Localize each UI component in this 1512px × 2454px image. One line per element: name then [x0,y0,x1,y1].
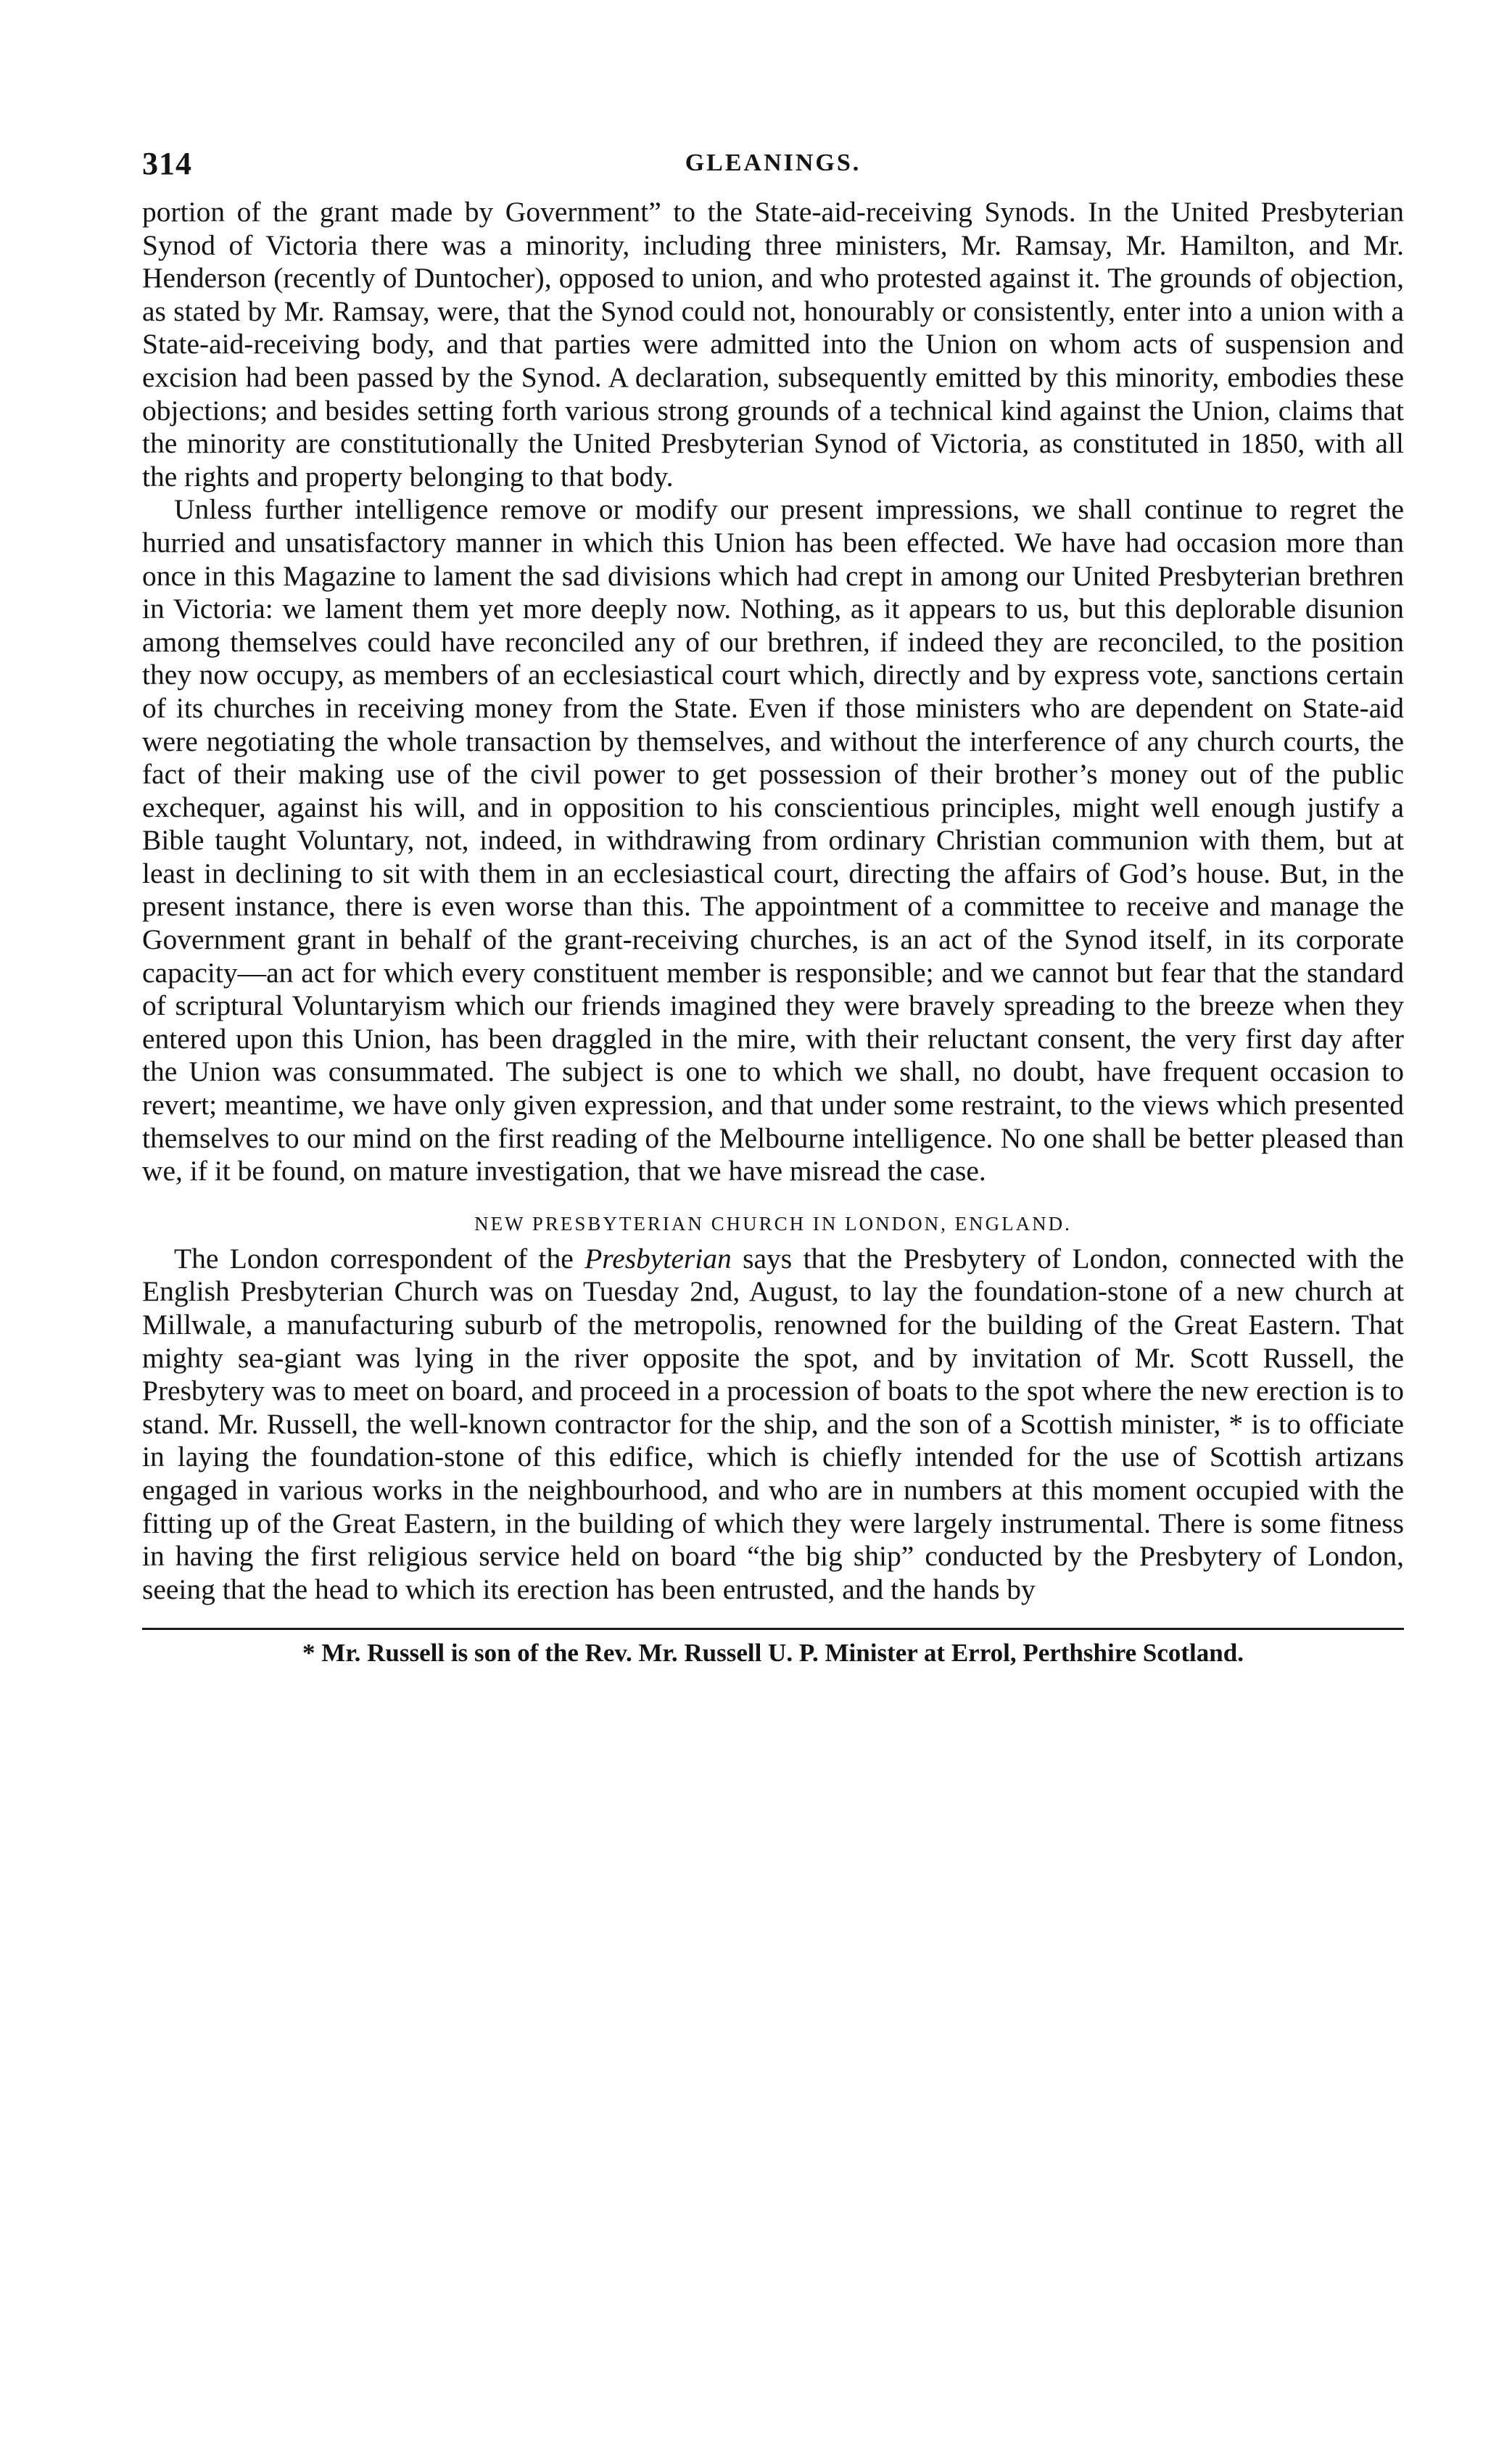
article-body [142,196,1404,1606]
paragraph-london-church-rest: says that the Presbytery of London, connected with the English Presbyterian Church was on Tuesday 2nd, August, to lay the foundation-stone of a new church at Millwale, a manufacturing suburb of the metropolis, renowned for the building of the Great Eastern. That mighty sea-giant was lying in the river opposite the spot, and by invitation of Mr. Scott Russell, the Presbytery was to meet on board, and proceed in a procession of boats to the spot where the new erection is to stand. Mr. Russell, the well-known contractor for the ship, and the son of a Scottish minister, * is to officiate in laying the foundation-stone of this edifice, which is chiefly intended for the use of Scottish artizans engaged in various works in the neighbourhood, and who are in numbers at this moment occupied with the fitting up of the Great Eastern, in the building of which they were largely instrumental. There is some fitness in having the first religious service held on board “the big ship” conducted by the Presbytery of London, seeing that the head to which its erection has been entrusted, and the hands by [142,1242,1404,1605]
paragraph-london-church-start: The London correspondent of the [174,1242,585,1275]
running-title: GLEANINGS. [685,149,862,176]
footnote: * Mr. Russell is son of the Rev. Mr. Russell U. P. Minister at Errol, Perthshire Scotland. [302,1639,1244,1668]
paragraph-continuation: portion of the grant made by Government” to the State-aid-receiving Synods. In the United Presbyterian Synod of Victoria there was a minority, including three ministers, Mr. Ramsay, Mr. Hamilton, and Mr. Henderson (recently of Duntocher), opposed to union, and who protested against it. The grounds of objection, as stated by Mr. Ramsay, were, that the Synod could not, honourably or consistently, enter into a union with a State-aid-receiving body, and that parties were admitted into the Union on whom acts of suspension and excision had been passed by the Synod. A declaration, subsequently emitted by this minority, embodies these objections; and besides setting forth various strong grounds of a technical kind against the Union, claims that the minority are constitutionally the United Presbyterian Synod of Victoria, as constituted in 1850, with all the rights and property belonging to that body. [142,196,1404,493]
paragraph-london-church [142,1243,1404,1607]
section-heading: NEW PRESBYTERIAN CHURCH IN LONDON, ENGLAND. [474,1212,1072,1235]
paragraph-commentary: Unless further intelligence remove or modify our present impressions, we shall continue to regret the hurried and unsatisfactory manner in which this Union has been effected. We have had occasion more than once in this Magazine to lament the sad divisions which had crept in among our United Presbyterian brethren in Victoria: we lament them yet more deeply now. Nothing, as it appears to us, but this deplorable disunion among themselves could have reconciled any of our brethren, if indeed they are reconciled, to the position they now occupy, as members of an ecclesiastical court which, directly and by express vote, sanctions certain of its churches in receiving money from the State. Even if those ministers who are dependent on State-aid were negotiating the whole transaction by themselves, and without the interference of any church courts, the fact of their making use of the civil power to get possession of their brother’s money out of the public exchequer, against his will, and in opposition to his conscientious principles, might well enough justify a Bible taught Voluntary, not, indeed, in withdrawing from ordinary Christian communion with them, but at least in declining to sit with them in an ecclesiastical court, directing the affairs of God’s house. But, in the present instance, there is even worse than this. The appointment of a committee to receive and manage the Government grant in behalf of the grant-receiving churches, is an act of the Synod itself, in its corporate capacity—an act for which every constituent member is responsible; and we cannot but fear that the standard of scriptural Voluntaryism which our friends imagined they were bravely spreading to the breeze when they entered upon this Union, has been draggled in the mire, with their reluctant consent, the very first day after the Union was consummated. The subject is one to which we shall, no doubt, have frequent occasion to revert; meantime, we have only given expression, and that under some restraint, to the views which presented themselves to our mind on the first reading of the Melbourne intelligence. No one shall be better pleased than we, if it be found, on mature investigation, that we have misread the case. [142,493,1404,1187]
footnote-divider [142,1628,1404,1630]
page [142,145,1404,1669]
publication-title: Presbyterian [584,1242,732,1275]
page-number: 314 [142,146,192,181]
page-header [142,145,1404,196]
